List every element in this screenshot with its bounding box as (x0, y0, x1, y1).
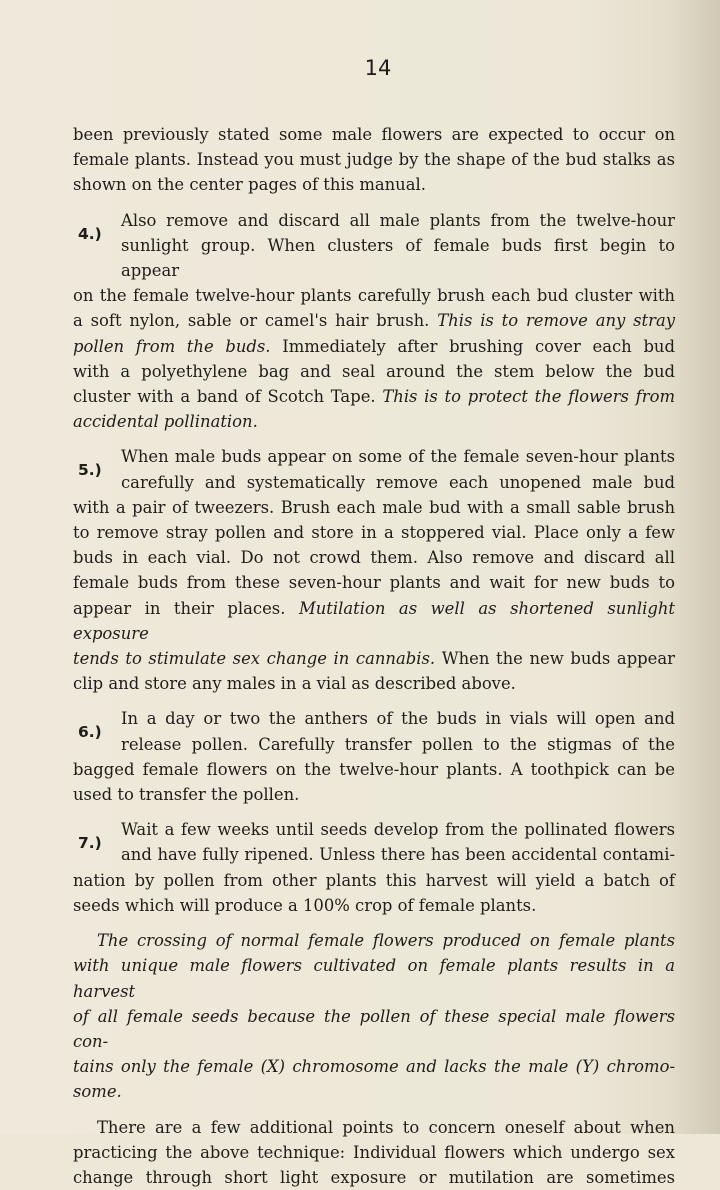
text-line (73, 646, 675, 671)
text-line: used to transfer the pollen. (73, 785, 300, 805)
text-line (73, 384, 675, 409)
summary-paragraph (73, 928, 675, 1104)
text-segment: cluster with a band of Scotch Tape. (73, 387, 376, 407)
italic-segment: This is to remove any stray (437, 311, 675, 331)
text-line: The crossing of normal female flowers produced on female plants (97, 931, 675, 951)
text-line: There are a few additional points to concern oneself about when (97, 1117, 675, 1137)
text-line: accidental pollination. (73, 412, 258, 432)
text-line: shown on the center pages of this manual. (73, 175, 426, 195)
italic-segment: tends to stimulate sex change in cannabis. (73, 649, 436, 669)
text-segment: appear in their places. (73, 598, 286, 618)
step-text (73, 706, 675, 807)
text-line: with a pair of tweezers. Brush each male bud with a small sable brush (73, 497, 675, 517)
italic-segment: pollen from the buds. (73, 336, 271, 356)
text-line: and have fully ripened. Unless there has been accidental contami- (121, 845, 675, 865)
text-line (73, 596, 675, 646)
text-segment: a soft nylon, sable or camel's hair brush. (73, 311, 430, 331)
text-line: sunlight group. When clusters of female buds first begin to appear (121, 235, 675, 281)
text-line: with a polyethylene bag and seal around the stem below the bud (73, 361, 675, 381)
intro-paragraph (73, 122, 675, 198)
page-body (73, 122, 675, 1190)
step-number: 5.) (78, 461, 102, 480)
text-line: of all female seeds because the pollen of these special male flowers con- (73, 1006, 675, 1051)
text-line: seeds which will produce a 100% crop of female plants. (73, 895, 537, 915)
text-line: buds in each vial. Do not crowd them. Also remove and discard all (73, 548, 675, 568)
page-number: 14 (364, 56, 392, 80)
text-line: change through short light exposure or mutilation are sometimes (73, 1167, 675, 1187)
text-line: on the female twelve-hour plants carefully brush each bud cluster with (73, 286, 675, 306)
text-line: Also remove and discard all male plants from the twelve-hour (121, 210, 675, 230)
step-number: 7.) (78, 834, 102, 853)
italic-segment: Mutilation as well as shortened sunlight exposure (73, 598, 676, 643)
step-text (73, 444, 675, 696)
text-line: nation by pollen from other plants this harvest will yield a batch of (73, 870, 675, 890)
step-7 (73, 817, 675, 918)
step-text (73, 817, 675, 918)
text-line: release pollen. Carefully transfer pollen to the stigmas of the (121, 734, 675, 754)
text-line: clip and store any males in a vial as described above. (73, 674, 516, 694)
step-number: 6.) (78, 723, 102, 742)
step-5 (73, 444, 675, 696)
text-line: carefully and systematically remove each unopened male bud (121, 472, 675, 492)
step-text (73, 208, 675, 435)
step-4 (73, 208, 675, 435)
text-segment: Immediately after brushing cover each bud (282, 336, 675, 356)
text-line: been previously stated some male flowers are expected to occur on (73, 125, 675, 144)
text-line: bagged female flowers on the twelve-hour plants. A toothpick can be (73, 759, 675, 779)
step-number: 4.) (78, 224, 102, 243)
text-line: with unique male flowers cultivated on female plants results in a harvest (73, 956, 675, 1001)
text-line: When male buds appear on some of the female seven-hour plants (121, 447, 675, 467)
closing-paragraph (73, 1115, 675, 1190)
step-6 (73, 706, 675, 807)
text-line: Wait a few weeks until seeds develop from the pollinated flowers (121, 820, 675, 840)
text-line: female buds from these seven-hour plants and wait for new buds to (73, 573, 675, 593)
text-segment: When the new buds appear (441, 649, 675, 669)
text-line: to remove stray pollen and store in a stoppered vial. Place only a few (73, 523, 675, 543)
text-line: practicing the above technique: Individual flowers which undergo sex (73, 1142, 675, 1162)
text-line: In a day or two the anthers of the buds in vials will open and (121, 709, 675, 729)
text-line (73, 308, 675, 333)
text-line: tains only the female (X) chromosome and lacks the male (Y) chromo- (73, 1057, 675, 1077)
text-line (73, 334, 675, 359)
text-line: some. (73, 1082, 122, 1102)
text-line: female plants. Instead you must judge by the shape of the bud stalks as (73, 150, 675, 170)
italic-segment: This is to protect the flowers from (382, 387, 675, 407)
